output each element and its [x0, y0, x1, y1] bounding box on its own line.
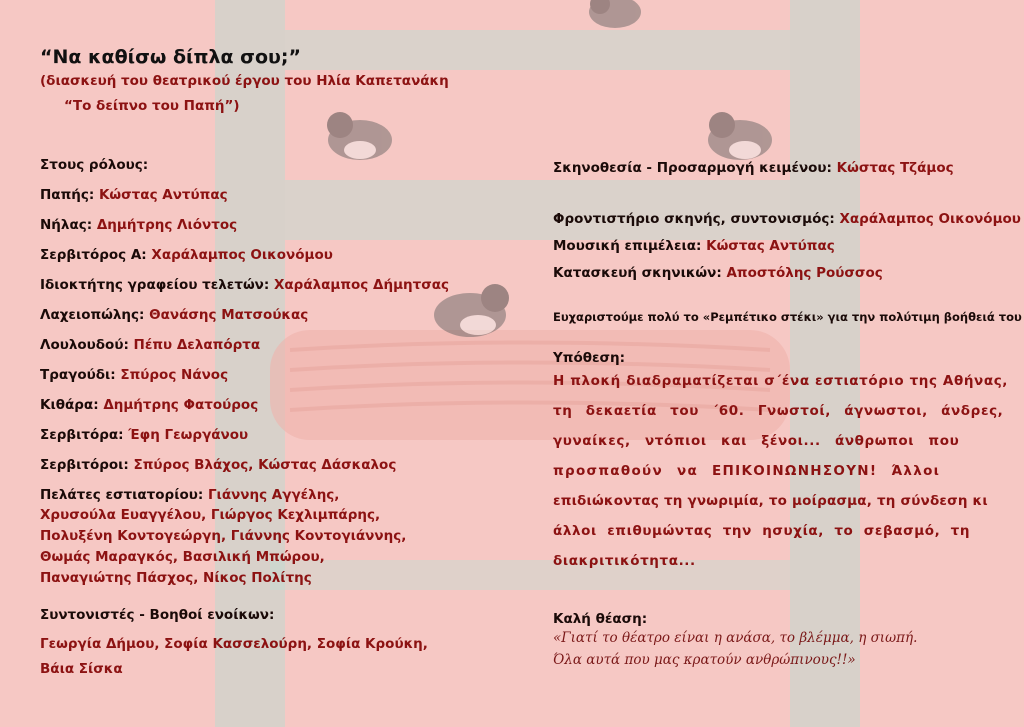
cast-name: Δημήτρης Φατούρος — [103, 397, 259, 413]
cast-role: Παπής: — [40, 187, 95, 203]
crew-item — [553, 265, 883, 282]
subtitle-line-2: “Το δείπνο του Παπή”) — [64, 98, 240, 114]
cast-role: Τραγούδι: — [40, 367, 116, 383]
cast-name: Σπύρος Νάνος — [120, 367, 229, 383]
cast-item — [40, 277, 449, 294]
synopsis-line: προσπαθούν να ΕΠΙΚΟΙΝΩΝΗΣΟΥΝ! Άλλοι — [553, 463, 941, 479]
cast-name: Θανάσης Ματσούκας — [149, 307, 309, 323]
coordinators-line: Γεωργία Δήμου, Σοφία Κασσελούρη, Σοφία Κρούκη, — [40, 636, 428, 652]
patrons-item — [40, 487, 339, 504]
closing-quote-line: «Γιατί το θέατρο είναι η ανάσα, το βλέμμα, η σιωπή. — [553, 630, 918, 646]
cast-item — [40, 217, 237, 234]
crew-item — [553, 160, 954, 177]
cast-role: Νήλας: — [40, 217, 93, 233]
crew-item — [553, 211, 1021, 228]
cast-name: Δημήτρης Λιόντος — [96, 217, 238, 233]
cast-role: Κιθάρα: — [40, 397, 99, 413]
crew-role: Φροντιστήριο σκηνής, συντονισμός: — [553, 211, 835, 227]
crew-item — [553, 238, 835, 255]
synopsis-line: διακριτικότητα... — [553, 553, 696, 569]
cast-name: Κώστας Αντύπας — [98, 187, 228, 203]
cast-name: Χαράλαμπος Δήμητσας — [273, 277, 450, 293]
synopsis-line: Η πλοκή διαδραματίζεται σ΄ένα εστιατόριο της Αθήνας, — [553, 373, 1009, 389]
cast-item — [40, 427, 248, 444]
cast-name: Πέπυ Δελαπόρτα — [133, 337, 261, 353]
cast-role: Λαχειοπώλης: — [40, 307, 145, 323]
cast-role: Λουλουδού: — [40, 337, 129, 353]
patrons-line: Πολυξένη Κοντογεώργη, Γιάννης Κοντογιάννης, — [40, 528, 407, 544]
synopsis-line: γυναίκες, ντόπιοι και ξένοι... άνθρωποι που — [553, 433, 960, 449]
cast-heading: Στους ρόλους: — [40, 157, 149, 173]
thanks-note: Ευχαριστούμε πολύ το «Ρεμπέτικο στέκι» για την πολύτιμη βοήθειά του — [553, 310, 1022, 324]
crew-role: Σκηνοθεσία - Προσαρμογή κειμένου: — [553, 160, 832, 176]
page-title: “Να καθίσω δίπλα σου;” — [40, 46, 301, 68]
cast-item — [40, 187, 228, 204]
cast-role: Σερβιτόρα: — [40, 427, 124, 443]
crew-name: Κώστας Αντύπας — [706, 238, 835, 254]
synopsis-heading: Υπόθεση: — [553, 350, 626, 366]
cast-role: Σερβιτόροι: — [40, 457, 129, 473]
patrons-line: Χρυσούλα Ευαγγέλου, Γιώργος Κεχλιμπάρης, — [40, 507, 381, 523]
synopsis-line: άλλοι επιθυμώντας την ησυχία, το σεβασμό, τη — [553, 523, 971, 539]
closing-heading: Καλή θέαση: — [553, 611, 648, 627]
crew-role: Μουσική επιμέλεια: — [553, 238, 702, 254]
cast-name: Σπύρος Βλάχος, Κώστας Δάσκαλος — [133, 457, 397, 473]
cast-item — [40, 367, 228, 384]
closing-quote-line: Όλα αυτά που μας κρατούν ανθρώπινους!!» — [553, 652, 856, 668]
crew-name: Αποστόλης Ρούσσος — [726, 265, 883, 281]
cast-role: Ιδιοκτήτης γραφείου τελετών: — [40, 277, 270, 293]
synopsis-line: τη δεκαετία του ΄60. Γνωστοί, άγνωστοι, άνδρες, — [553, 403, 1004, 419]
cast-role: Σερβιτόρος Α: — [40, 247, 147, 263]
cast-item — [40, 397, 258, 414]
patrons-line: Παναγιώτης Πάσχος, Νίκος Πολίτης — [40, 570, 312, 586]
patrons-first: Γιάννης Αγγέλης, — [207, 487, 340, 503]
coordinators-heading: Συντονιστές - Βοηθοί ενοίκων: — [40, 607, 275, 623]
synopsis-line: επιδιώκοντας τη γνωριμία, το μοίρασμα, τη σύνδεση κι — [553, 493, 988, 509]
cast-item — [40, 457, 396, 474]
cast-item — [40, 307, 308, 324]
crew-name: Χαράλαμπος Οικονόμου — [839, 211, 1021, 227]
subtitle-line-1: (διασκευή του θεατρικού έργου του Ηλία Καπετανάκη — [40, 73, 449, 89]
cast-item — [40, 337, 260, 354]
cast-name: Χαράλαμπος Οικονόμου — [151, 247, 333, 263]
cast-item — [40, 247, 333, 264]
crew-role: Κατασκευή σκηνικών: — [553, 265, 722, 281]
patrons-role: Πελάτες εστιατορίου: — [40, 487, 204, 503]
patrons-line: Θωμάς Μαραγκός, Βασιλική Μπώρου, — [40, 549, 325, 565]
crew-name: Κώστας Τζάμος — [836, 160, 954, 176]
cast-name: Έφη Γεωργάνου — [128, 427, 249, 443]
coordinators-line: Βάια Σίσκα — [40, 661, 123, 677]
